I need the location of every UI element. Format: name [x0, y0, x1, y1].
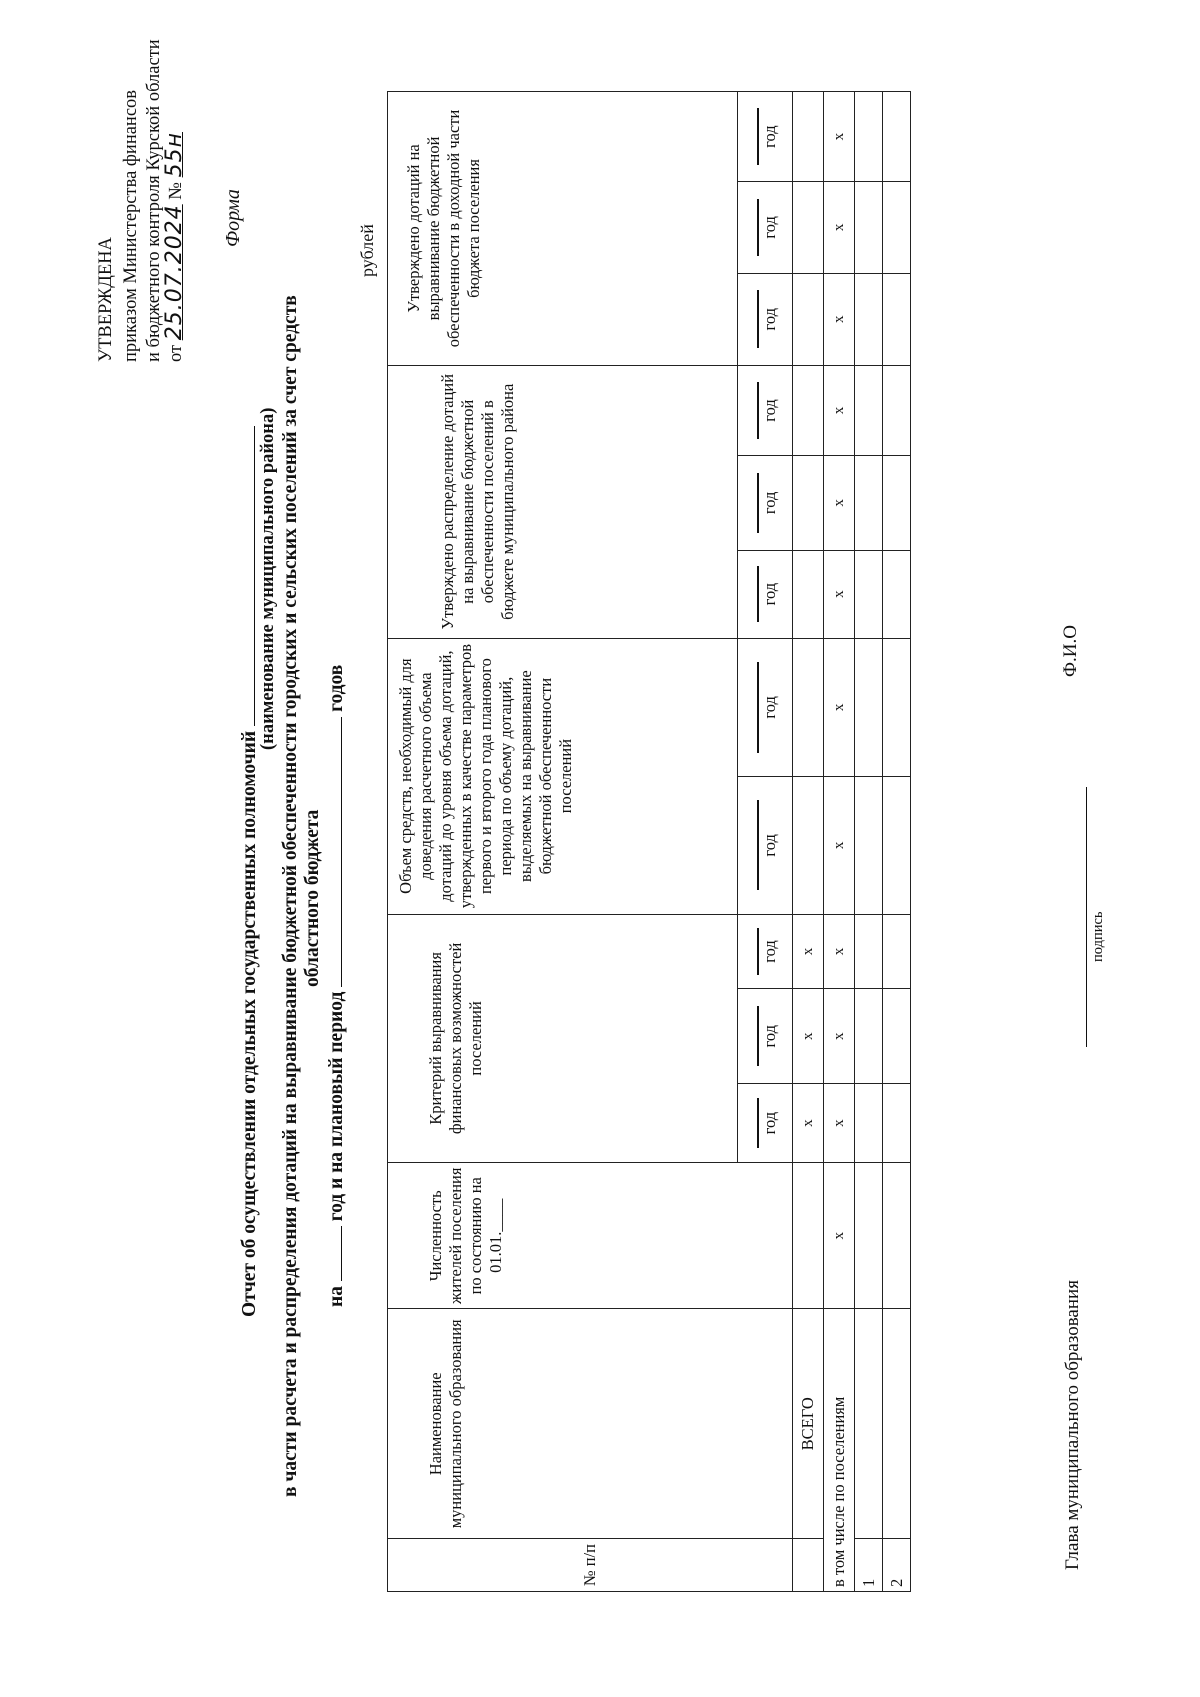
year-label: год [759, 307, 779, 331]
year-label: год [759, 399, 779, 422]
table-cell [793, 182, 824, 273]
municipality-blank [238, 426, 255, 726]
approval-date-handwritten: 25.07.2024 [162, 204, 187, 341]
row-number: 1 [855, 1539, 883, 1592]
table-cell [855, 273, 883, 365]
table-cell [883, 638, 911, 777]
header-district-distribution: Утверждено распределение дотаций на выравнивание бюджетной обеспеченности поселений в бюджете муниципального района [388, 365, 738, 638]
mark-cell: х [824, 182, 855, 273]
table-cell [855, 365, 883, 455]
header-funds-volume: Объем средств, необходимый для доведения расчетного объема дотаций до уровня объема дотаций, утвержденных в качестве параметров первого и второго года планового периода по объему дотаций, выделяемых на выравнивание бюджетной обеспеченности поселений [388, 638, 738, 914]
mark-cell: х [824, 1083, 855, 1162]
year-blank [325, 1226, 342, 1281]
heading-line-1-text: Отчет об осуществлении отдельных государственных полномочий [239, 730, 260, 1317]
total-label: ВСЕГО [793, 1309, 824, 1539]
table-cell [883, 777, 911, 914]
table-row-1 [855, 92, 883, 1592]
year-cell [738, 273, 793, 365]
mark-cell: х [824, 777, 855, 914]
municipality-caption: (наименование муниципального района) [258, 407, 278, 750]
table-cell [883, 989, 911, 1084]
year-cell [738, 92, 793, 182]
units-label: рублей [357, 224, 377, 277]
report-table [387, 91, 911, 1592]
header-number: № п/п [388, 1539, 793, 1592]
period-prefix: на [326, 1286, 347, 1307]
mark-cell: х [793, 1083, 824, 1162]
year-label: год [759, 1111, 779, 1135]
table-cell [883, 365, 911, 455]
approval-number-handwritten: 55н [162, 132, 187, 178]
year-label: год [759, 491, 779, 515]
mark-cell: х [824, 550, 855, 638]
mark-cell: х [824, 1163, 855, 1309]
table-cell [883, 92, 911, 182]
year-label: год [759, 940, 779, 963]
full-name-caption: Ф.И.О [1060, 625, 1081, 677]
mark-cell: х [824, 365, 855, 455]
mark-cell: х [824, 989, 855, 1084]
year-label: год [759, 834, 779, 857]
table-cell [855, 777, 883, 914]
mark-cell: х [824, 273, 855, 365]
year-cell [738, 989, 793, 1084]
mark-cell: х [824, 92, 855, 182]
table-cell [855, 989, 883, 1084]
signature-caption: подпись [1090, 911, 1106, 962]
approval-number-prefix: № [166, 182, 186, 200]
table-cell [855, 550, 883, 638]
header-criterion: Критерий выравнивания финансовых возможностей поселений [388, 914, 738, 1163]
approval-date-line [163, 132, 188, 362]
table-cell [883, 456, 911, 551]
heading-line-2: в части расчета и распределения дотаций на выравнивание бюджетной обеспеченности городских и сельских поселений за счет средств [280, 295, 301, 1497]
table-row-total [793, 92, 824, 1592]
mark-cell: х [824, 456, 855, 551]
year-label: год [759, 216, 779, 239]
table-cell [855, 182, 883, 273]
approval-line-3: и бюджетного контроля Курской области [144, 39, 164, 362]
table-cell [883, 1083, 911, 1162]
period-line [325, 665, 348, 1307]
approval-title: УТВЕРЖДЕНА [96, 237, 116, 362]
year-cell [738, 777, 793, 914]
approval-line-2: приказом Министерства финансов [121, 89, 141, 362]
table-cell [883, 1163, 911, 1309]
table-cell [793, 273, 824, 365]
header-municipality-name: Наименование муниципального образования [388, 1309, 793, 1539]
table-row-2 [883, 92, 911, 1592]
table-cell [883, 550, 911, 638]
signature-position: Глава муниципального образования [1062, 1280, 1083, 1570]
table-row-including [824, 92, 855, 1592]
mark-cell: х [793, 914, 824, 989]
year-cell [738, 365, 793, 455]
form-label: Форма [222, 189, 244, 247]
year-label: год [759, 125, 779, 148]
period-middle: год и на плановый период [326, 991, 347, 1222]
approval-date-prefix: от [166, 344, 186, 362]
header-population: Численность жителей поселения по состоянию на 01.01.____ [388, 1163, 793, 1309]
year-label: год [759, 1024, 779, 1048]
table-cell [793, 365, 824, 455]
year-cell [738, 638, 793, 777]
mark-cell: х [824, 638, 855, 777]
table-cell [793, 550, 824, 638]
table-cell [793, 1539, 824, 1592]
mark-cell: х [793, 989, 824, 1084]
row-number: 2 [883, 1539, 911, 1592]
table-cell [855, 1309, 883, 1539]
table-cell [855, 914, 883, 989]
table-cell [855, 1163, 883, 1309]
table-cell [883, 182, 911, 273]
period-suffix: годов [326, 664, 347, 712]
table-cell [883, 273, 911, 365]
table-cell [793, 638, 824, 777]
header-settlement-dotations: Утверждено дотаций на выравнивание бюджетной обеспеченности в доходной части бюджета поселения [388, 92, 738, 366]
year-cell [738, 550, 793, 638]
year-cell [738, 456, 793, 551]
year-cell [738, 914, 793, 989]
including-label: в том числе по поселениям [824, 1309, 855, 1592]
table-cell [793, 92, 824, 182]
table-cell [855, 638, 883, 777]
table-cell [883, 914, 911, 989]
year-cell [738, 1083, 793, 1162]
year-label: год [759, 582, 779, 606]
planning-period-blank [325, 717, 342, 987]
year-cell [738, 182, 793, 273]
signature-line [1086, 787, 1087, 1047]
year-label: год [759, 696, 779, 719]
table-cell [855, 1083, 883, 1162]
table-cell [793, 777, 824, 914]
table-header-row [388, 92, 738, 1592]
table-cell [883, 1309, 911, 1539]
heading-line-3: областного бюджета [302, 809, 323, 987]
table-cell [855, 92, 883, 182]
table-cell [793, 456, 824, 551]
mark-cell: х [824, 914, 855, 989]
table-cell [855, 456, 883, 551]
table-cell [793, 1163, 824, 1309]
